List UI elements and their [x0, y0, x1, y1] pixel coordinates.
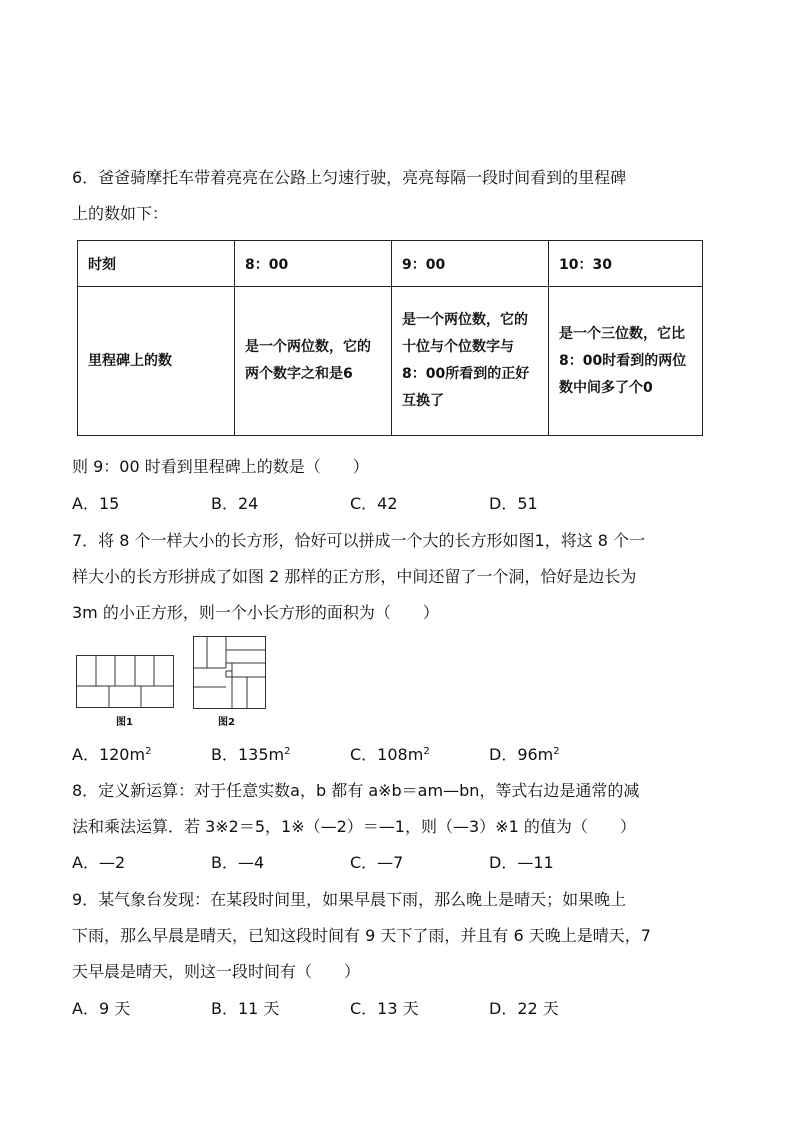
- table-body-row: [78, 287, 703, 436]
- q6-line1: 6．爸爸骑摩托车带着亮亮在公路上匀速行驶，亮亮每隔一段时间看到的里程碑: [72, 168, 627, 187]
- cell-8-00: [235, 287, 392, 436]
- cell-8-00-line2: 两个数字之和是6: [245, 366, 353, 382]
- header-8-00: 8：00: [235, 241, 392, 287]
- q7-option-b-text: B．135m: [211, 745, 285, 764]
- q7-line2: 样大小的长方形拼成了如图 2 那样的正方形，中间还留了一个洞，恰好是边长为: [72, 567, 637, 586]
- q7-option-a-text: A．120m: [72, 745, 146, 764]
- q6-option-a: A．15: [72, 494, 120, 513]
- q7-option-a-sup: 2: [145, 746, 152, 757]
- cell-10-30-line1: 是一个三位数，它比: [559, 325, 685, 342]
- figure-2: [193, 636, 267, 710]
- q9-option-d: D．22 天: [489, 999, 559, 1018]
- milestone-table: [77, 240, 703, 436]
- cell-9-00-line3: 8：00所看到的正好: [402, 366, 530, 382]
- cell-9-00-line4: 互换了: [402, 393, 444, 409]
- cell-8-00-line1: 是一个两位数，它的: [245, 339, 371, 355]
- q9-option-a: A．9 天: [72, 999, 131, 1018]
- cell-9-00-line1: 是一个两位数，它的: [402, 312, 528, 328]
- q6-option-d: D．51: [489, 494, 538, 513]
- q8-option-b: B．—4: [211, 853, 265, 872]
- q8-option-d: D．—11: [489, 853, 554, 872]
- table-header-row: [78, 241, 703, 287]
- row-label: 里程碑上的数: [78, 287, 235, 436]
- cell-10-30: [549, 287, 703, 436]
- q9-option-b: B．11 天: [211, 999, 280, 1018]
- q9-line1: 9．某气象台发现：在某段时间里，如果早晨下雨，那么晚上是晴天；如果晚上: [72, 890, 627, 909]
- cell-10-30-line3: 数中间多了个0: [559, 379, 653, 396]
- header-9-00: 9：00: [392, 241, 549, 287]
- q7-option-d-sup: 2: [553, 746, 560, 757]
- q9-option-c: C．13 天: [350, 999, 419, 1018]
- q7-option-c-text: C．108m: [350, 745, 424, 764]
- q8-option-c: C．—7: [350, 853, 404, 872]
- header-10-30: 10：30: [549, 241, 703, 287]
- q8-line2: 法和乘法运算．若 3※2＝5，1※（—2）＝—1，则（—3）※1 的值为（ ）: [72, 817, 636, 836]
- q7-option-b: [211, 745, 290, 765]
- q7-line3: 3m 的小正方形，则一个小长方形的面积为（ ）: [72, 603, 439, 622]
- q8-option-a: A．—2: [72, 853, 126, 872]
- q6-question: 则 9：00 时看到里程碑上的数是（ ）: [72, 457, 369, 476]
- q7-option-b-sup: 2: [284, 746, 291, 757]
- figure-2-caption: 图2: [218, 717, 235, 728]
- q7-option-d-text: D．96m: [489, 745, 554, 764]
- q7-line1: 7．将 8 个一样大小的长方形，恰好可以拼成一个大的长方形如图1，将这 8 个一: [72, 531, 646, 550]
- q6-option-c: C．42: [350, 494, 398, 513]
- figure-1: [76, 655, 176, 709]
- q6-line2: 上的数如下：: [72, 204, 169, 223]
- q8-line1: 8．定义新运算：对于任意实数a，b 都有 a※b＝am—bn，等式右边是通常的减: [72, 781, 640, 800]
- q7-option-c-sup: 2: [423, 746, 430, 757]
- cell-9-00: [392, 287, 549, 436]
- header-time: 时刻: [78, 241, 235, 287]
- q9-line2: 下雨，那么早晨是晴天，已知这段时间有 9 天下了雨，并且有 6 天晚上是晴天，7: [72, 926, 651, 945]
- q9-line3: 天早晨是晴天，则这一段时间有（ ）: [72, 962, 361, 981]
- q6-option-b: B．24: [211, 494, 259, 513]
- figure-1-caption: 图1: [116, 717, 133, 728]
- q7-option-c: [350, 745, 430, 765]
- q7-option-d: [489, 745, 560, 765]
- cell-9-00-line2: 十位与个位数字与: [402, 339, 514, 355]
- q7-option-a: [72, 745, 151, 765]
- cell-10-30-line2: 8：00时看到的两位: [559, 352, 687, 369]
